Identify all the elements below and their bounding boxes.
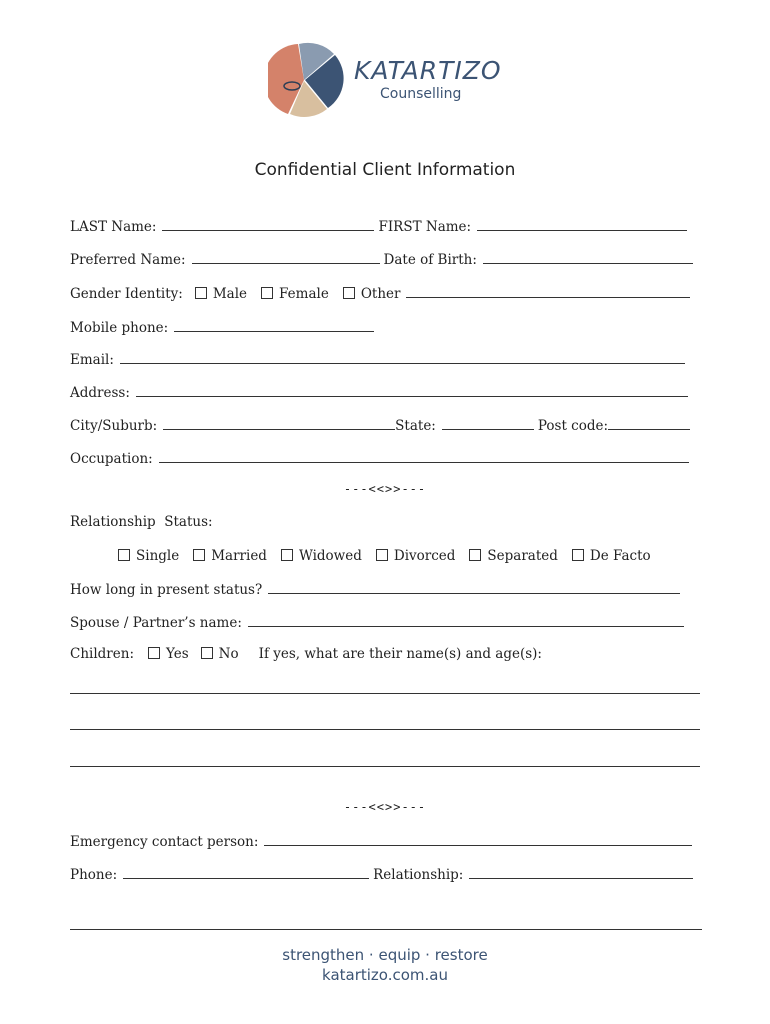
- status-single-checkbox[interactable]: Single: [118, 548, 179, 564]
- children-label: Children:: [70, 646, 134, 662]
- logo: [268, 42, 508, 118]
- preferred-name-field[interactable]: [192, 250, 380, 264]
- emergency-phone-field[interactable]: [123, 865, 369, 879]
- address-label: Address:: [70, 385, 130, 401]
- brand-subtitle: Counselling: [380, 86, 462, 102]
- city-field[interactable]: [163, 416, 395, 430]
- address-row: [70, 383, 692, 403]
- emergency-relationship-field[interactable]: [469, 865, 693, 879]
- state-field[interactable]: [442, 416, 534, 430]
- children-question: If yes, what are their name(s) and age(s):: [258, 646, 542, 662]
- last-name-label: LAST Name:: [70, 219, 157, 235]
- mobile-field[interactable]: [174, 318, 374, 332]
- emergency-phone-row: [70, 865, 697, 885]
- emergency-row: [70, 832, 696, 852]
- emergency-phone-label: Phone:: [70, 867, 118, 883]
- how-long-label: How long in present status?: [70, 582, 263, 598]
- emergency-contact-field[interactable]: [264, 832, 692, 846]
- section-separator: ---<<>>---: [343, 482, 427, 496]
- gender-other-field[interactable]: [406, 284, 690, 298]
- occupation-field[interactable]: [159, 449, 689, 463]
- children-line-3[interactable]: [70, 766, 700, 767]
- footer-tagline: strengthen · equip · restore: [282, 946, 488, 964]
- name-row: [70, 217, 691, 237]
- postcode-field[interactable]: [608, 416, 690, 430]
- logo-mark-icon: [268, 42, 348, 118]
- how-long-field[interactable]: [268, 580, 680, 594]
- status-separated-checkbox[interactable]: Separated: [469, 548, 558, 564]
- city-label: City/Suburb:: [70, 418, 158, 434]
- first-name-label: FIRST Name:: [378, 219, 472, 235]
- address-field[interactable]: [136, 383, 688, 397]
- status-widowed-checkbox[interactable]: Widowed: [281, 548, 362, 564]
- how-long-row: [70, 580, 684, 600]
- children-yes-checkbox[interactable]: Yes: [148, 646, 189, 662]
- status-married-checkbox[interactable]: Married: [193, 548, 267, 564]
- preferred-row: [70, 250, 697, 270]
- gender-other-checkbox[interactable]: Other: [343, 286, 401, 302]
- gender-male-checkbox[interactable]: Male: [195, 286, 247, 302]
- email-row: [70, 350, 689, 370]
- brand-name: KATARTIZO: [354, 56, 502, 85]
- status-defacto-checkbox[interactable]: De Facto: [572, 548, 651, 564]
- relationship-status-label: Relationship Status:: [70, 514, 213, 530]
- postcode-label: Post code:: [537, 418, 609, 434]
- spouse-field[interactable]: [248, 613, 684, 627]
- occupation-label: Occupation:: [70, 451, 153, 467]
- gender-row: [70, 284, 694, 304]
- email-field[interactable]: [120, 350, 685, 364]
- mobile-row: [70, 318, 378, 338]
- spouse-label: Spouse / Partner’s name:: [70, 615, 242, 631]
- state-label: State:: [395, 418, 436, 434]
- mobile-label: Mobile phone:: [70, 320, 169, 336]
- occupation-row: [70, 449, 693, 469]
- section-separator-2: ---<<>>---: [343, 800, 427, 814]
- dob-label: Date of Birth:: [383, 252, 477, 268]
- dob-field[interactable]: [483, 250, 693, 264]
- preferred-name-label: Preferred Name:: [70, 252, 186, 268]
- emergency-contact-label: Emergency contact person:: [70, 834, 259, 850]
- gender-female-checkbox[interactable]: Female: [261, 286, 329, 302]
- page-title: Confidential Client Information: [254, 160, 516, 180]
- spouse-row: [70, 613, 688, 633]
- email-label: Email:: [70, 352, 114, 368]
- relationship-row: [70, 514, 213, 534]
- children-no-checkbox[interactable]: No: [201, 646, 239, 662]
- children-line-2[interactable]: [70, 729, 700, 730]
- emergency-relationship-label: Relationship:: [373, 867, 464, 883]
- city-row: [70, 416, 694, 436]
- status-divorced-checkbox[interactable]: Divorced: [376, 548, 456, 564]
- gender-label: Gender Identity:: [70, 286, 183, 302]
- children-line-1[interactable]: [70, 693, 700, 694]
- footer-website[interactable]: katartizo.com.au: [322, 966, 448, 984]
- children-row: [70, 646, 542, 666]
- footer-divider: [70, 929, 702, 930]
- last-name-field[interactable]: [162, 217, 374, 231]
- first-name-field[interactable]: [477, 217, 687, 231]
- relationship-options-row: [118, 548, 651, 568]
